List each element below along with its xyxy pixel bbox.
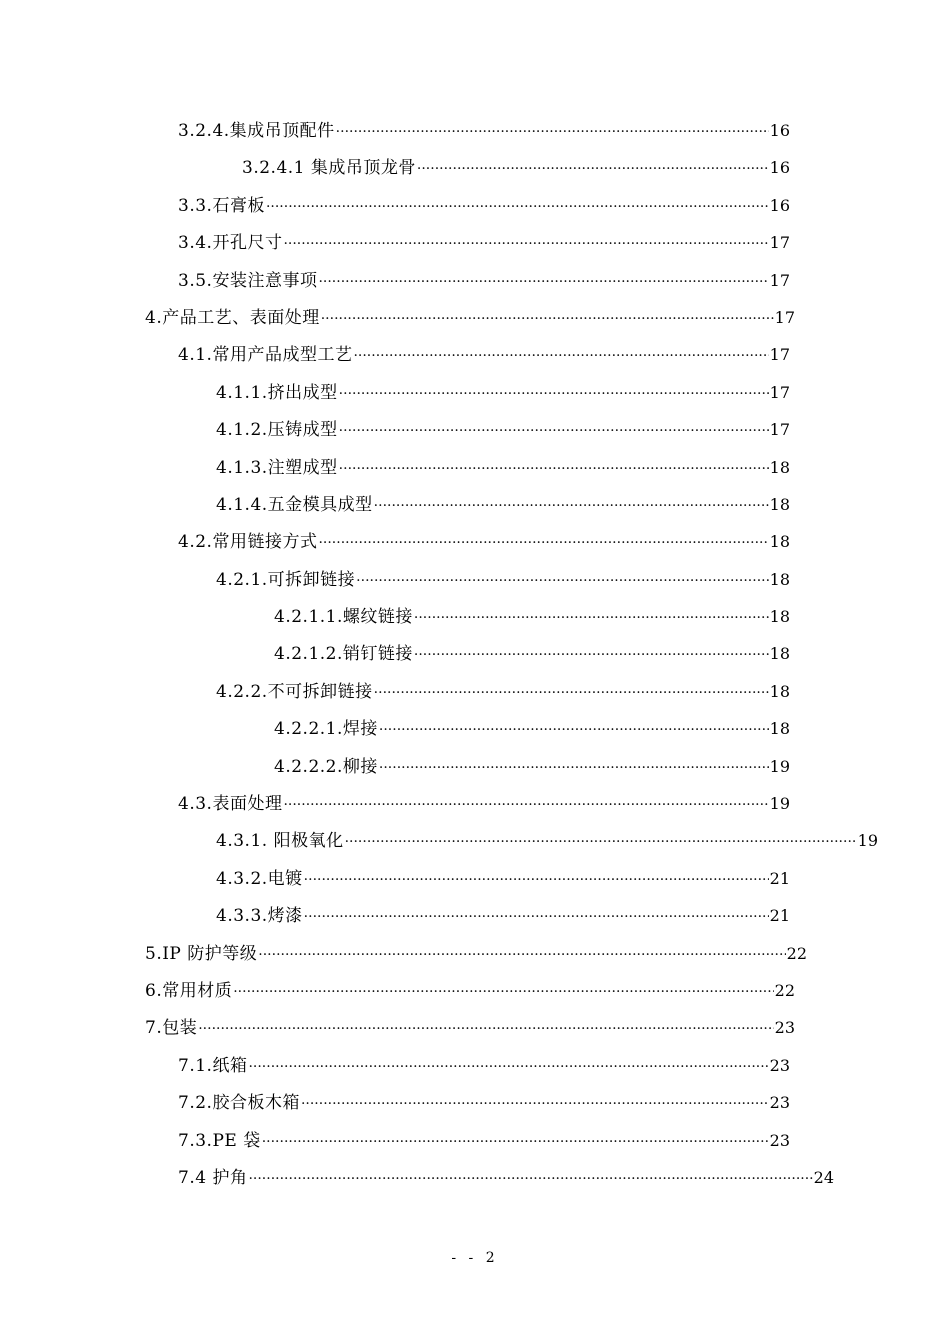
toc-entry-title: 5.IP 防护等级 [145,943,258,964]
toc-entry-title: 3.5.安装注意事项 [178,270,318,291]
toc-entry-page: 21 [769,868,790,888]
toc-entry-page: 18 [769,457,790,477]
toc-entry[interactable] [0,710,950,747]
toc-entry-title: 3.3.石膏板 [178,195,265,216]
toc-leader-dots [374,488,769,525]
toc-entry-line [178,336,790,375]
toc-entry-line [145,1009,795,1048]
toc-entry-line [216,561,790,600]
toc-entry-line [216,860,790,899]
toc-entry-line [216,673,790,712]
toc-entry[interactable] [0,1009,950,1046]
toc-entry-title: 4.2.常用链接方式 [178,532,318,553]
toc-entry-line [178,1084,790,1123]
toc-entry-title: 4.3.3.烤漆 [216,906,303,927]
toc-entry[interactable] [0,935,950,972]
toc-leader-dots [414,637,769,674]
toc-entry-title: 4.2.2.2.柳接 [274,756,378,777]
toc-entry-title: 3.4.开孔尺寸 [178,233,283,254]
toc-entry[interactable] [0,673,950,710]
toc-entry[interactable] [0,262,950,299]
toc-entry[interactable] [0,1047,950,1084]
toc-entry[interactable] [0,336,950,373]
toc-entry-page: 17 [769,382,790,402]
toc-entry[interactable] [0,785,950,822]
toc-entry-line [178,262,790,301]
toc-entry-page: 16 [769,195,790,215]
toc-entry-line [178,112,790,151]
toc-entry[interactable] [0,1159,950,1196]
toc-leader-dots [318,525,768,562]
toc-entry-page: 24 [813,1167,834,1187]
toc-entry-page: 22 [774,980,795,1000]
toc-leader-dots [248,1161,812,1198]
toc-entry[interactable] [0,635,950,672]
toc-entry-title: 7.3.PE 袋 [178,1130,261,1151]
toc-leader-dots [283,226,768,263]
toc-entry-page: 21 [769,906,790,926]
toc-entry-line [178,1122,790,1161]
toc-leader-dots [379,750,769,787]
toc-entry-page: 18 [769,607,790,627]
toc-entry-line [145,935,807,974]
toc-entry-page: 19 [769,794,790,814]
toc-entry-title: 4.1.4.五金模具成型 [216,494,373,515]
toc-entry-title: 4.产品工艺、表面处理 [145,307,320,328]
toc-entry-title: 7.2.胶合板木箱 [178,1093,300,1114]
toc-leader-dots [258,937,785,974]
toc-entry-page: 19 [857,831,878,851]
toc-entry-page: 18 [769,532,790,552]
toc-entry-page: 22 [786,943,807,963]
toc-entry-page: 17 [769,270,790,290]
toc-entry-line [216,411,790,450]
toc-entry-line [216,897,790,936]
toc-entry[interactable] [0,149,950,186]
toc-entry[interactable] [0,449,950,486]
toc-entry-title: 4.2.2.1.焊接 [274,719,378,740]
toc-entry[interactable] [0,972,950,1009]
toc-entry-line [274,710,790,749]
toc-leader-dots [345,824,857,861]
toc-entry[interactable] [0,523,950,560]
page-number-footer: - - 2 [451,1250,499,1266]
toc-entry-title: 7.包装 [145,1018,198,1039]
toc-leader-dots [353,338,768,375]
toc-entry-line [216,374,790,413]
toc-leader-dots [283,787,768,824]
toc-entry-title: 4.2.1.可拆卸链接 [216,569,356,590]
toc-entry[interactable] [0,486,950,523]
toc-entry-line [274,635,790,674]
toc-entry[interactable] [0,822,950,859]
toc-leader-dots [321,301,774,338]
toc-leader-dots [374,675,769,712]
toc-entry-page: 17 [769,233,790,253]
toc-entry-page: 17 [769,345,790,365]
toc-entry-line [145,299,795,338]
toc-entry-line [274,598,790,637]
toc-entry-title: 3.2.4.1 集成吊顶龙骨 [242,158,416,179]
toc-entry-line [178,523,790,562]
toc-entry-page: 17 [769,420,790,440]
table-of-contents [0,112,950,1196]
toc-entry-line [178,224,790,263]
toc-entry-title: 4.2.1.1.螺纹链接 [274,607,413,628]
toc-entry[interactable] [0,187,950,224]
toc-entry[interactable] [0,1122,950,1159]
toc-leader-dots [198,1011,773,1048]
toc-entry-title: 4.3.2.电镀 [216,868,303,889]
toc-entry-title: 7.1.纸箱 [178,1055,248,1076]
toc-entry-line [216,822,878,861]
toc-entry-line [145,972,795,1011]
toc-entry[interactable] [0,598,950,635]
toc-leader-dots [262,1124,769,1161]
toc-leader-dots [356,563,768,600]
toc-entry[interactable] [0,561,950,598]
toc-entry-page: 18 [769,494,790,514]
toc-entry-line [178,1159,834,1198]
toc-leader-dots [301,1086,769,1123]
toc-leader-dots [304,899,769,936]
toc-entry[interactable] [0,374,950,411]
toc-leader-dots [339,376,769,413]
toc-entry-title: 7.4 护角 [178,1167,248,1188]
toc-leader-dots [417,151,769,188]
toc-entry-page: 16 [769,158,790,178]
toc-entry-line [274,748,790,787]
toc-entry-page: 23 [769,1130,790,1150]
toc-entry-title: 4.2.2.不可拆卸链接 [216,681,373,702]
toc-entry-line [242,149,790,188]
toc-entry[interactable] [0,748,950,785]
toc-entry-title: 4.1.3.注塑成型 [216,457,338,478]
toc-entry-page: 16 [769,121,790,140]
toc-leader-dots [339,413,769,450]
toc-entry[interactable] [0,897,950,934]
toc-entry[interactable] [0,860,950,897]
toc-entry-line [178,187,790,226]
toc-entry-page: 19 [769,756,790,776]
toc-entry-page: 23 [769,1055,790,1075]
toc-leader-dots [336,114,769,151]
toc-entry[interactable] [0,112,950,149]
toc-entry[interactable] [0,224,950,261]
toc-entry-page: 23 [769,1093,790,1113]
toc-leader-dots [248,1049,768,1086]
toc-entry-page: 18 [769,719,790,739]
toc-leader-dots [266,189,769,226]
toc-entry-line [216,449,790,488]
toc-entry-page: 23 [774,1018,795,1038]
toc-entry-title: 4.1.常用产品成型工艺 [178,345,353,366]
toc-entry-page: 18 [769,681,790,701]
toc-entry[interactable] [0,1084,950,1121]
toc-entry-title: 4.1.2.压铸成型 [216,420,338,441]
toc-entry[interactable] [0,411,950,448]
toc-entry-title: 4.3.1. 阳极氧化 [216,831,344,852]
toc-entry-line [178,1047,790,1086]
toc-leader-dots [379,712,769,749]
toc-leader-dots [318,264,768,301]
toc-entry-title: 6.常用材质 [145,980,233,1001]
toc-entry-page: 18 [769,569,790,589]
toc-entry-title: 4.3.表面处理 [178,794,283,815]
toc-entry-page: 18 [769,644,790,664]
toc-entry-page: 17 [774,307,795,327]
toc-leader-dots [233,974,773,1011]
toc-entry-title: 4.2.1.2.销钉链接 [274,644,413,665]
toc-leader-dots [339,451,769,488]
toc-entry-title: 3.2.4.集成吊顶配件 [178,121,335,141]
toc-leader-dots [304,862,769,899]
toc-entry-line [178,785,790,824]
toc-leader-dots [414,600,769,637]
toc-entry-line [216,486,790,525]
toc-entry-title: 4.1.1.挤出成型 [216,382,338,403]
toc-entry[interactable] [0,299,950,336]
